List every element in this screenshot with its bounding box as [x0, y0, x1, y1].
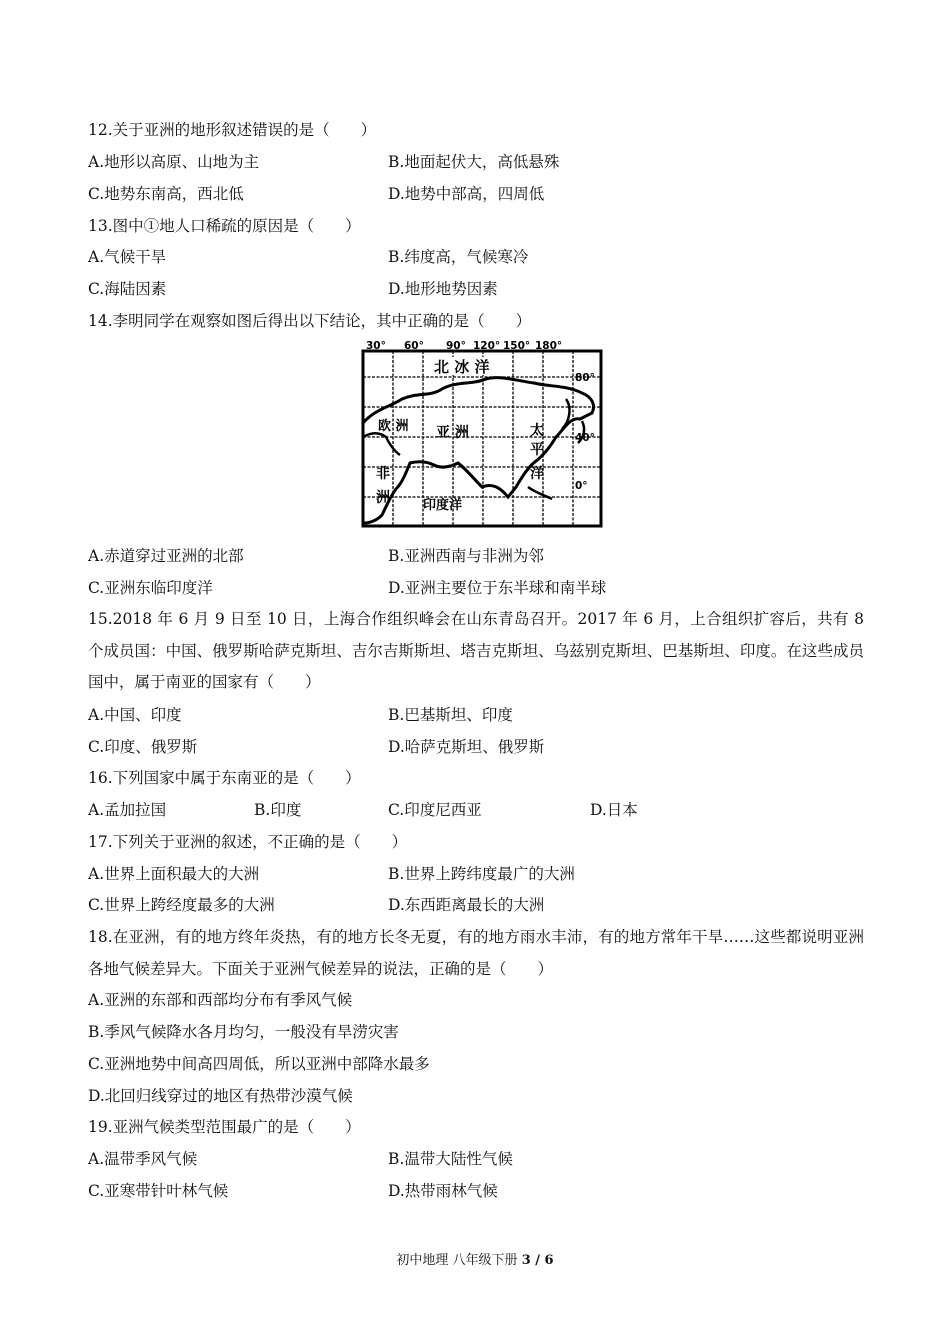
q16-option-a: A.孟加拉国: [88, 801, 167, 819]
q19-option-d: D.热带雨林气候: [388, 1182, 498, 1200]
eurasia-coastline: [363, 378, 594, 523]
q18-option-c: C.亚洲地势中间高四周低，所以亚洲中部降水最多: [88, 1055, 430, 1073]
lon-label-30: 30°: [366, 340, 386, 352]
lon-label-150: 150°: [503, 340, 531, 352]
q17-option-a: A.世界上面积最大的大洲: [88, 865, 260, 883]
q14-option-d: D.亚洲主要位于东半球和南半球: [388, 579, 607, 597]
lon-label-180: 180°: [535, 340, 563, 352]
q18-option-d: D.北回归线穿过的地区有热带沙漠气候: [88, 1087, 353, 1105]
page-footer: [0, 1249, 950, 1268]
q16-option-d: D.日本: [590, 801, 638, 819]
lon-label-90: 90°: [446, 340, 466, 352]
arctic-ocean-label: 北 冰 洋: [434, 358, 490, 376]
lat-label-80: 80°: [575, 372, 595, 384]
pacific-label-2: 平: [530, 442, 544, 458]
q15-option-c: C.印度、俄罗斯: [88, 738, 198, 756]
map-graticule: [363, 351, 601, 526]
q12-option-c: C.地势东南高，西北低: [88, 185, 244, 203]
q12-option-b: B.地面起伏大，高低悬殊: [388, 153, 560, 171]
asia-label: 亚 洲: [436, 425, 469, 441]
indian-ocean-label: 印度洋: [423, 498, 463, 513]
q12-stem: 12.关于亚洲的地形叙述错误的是（ ）: [88, 121, 377, 139]
footer-page-number: 3 / 6: [521, 1253, 554, 1268]
q17-option-b: B.世界上跨纬度最广的大洲: [388, 865, 575, 883]
q19-stem: 19.亚洲气候类型范围最广的是（ ）: [88, 1118, 361, 1136]
pacific-label-1: 太: [530, 423, 544, 439]
q13-option-a: A.气候干旱: [88, 248, 167, 266]
q15-option-a: A.中国、印度: [88, 706, 182, 724]
africa-label-2: 洲: [376, 490, 390, 506]
q14-stem: 14.李明同学在观察如图后得出以下结论，其中正确的是（ ）: [88, 312, 532, 330]
lat-label-40: 40°: [575, 432, 595, 444]
europe-label: 欧 洲: [378, 419, 409, 434]
q17-option-d: D.东西距离最长的大洲: [388, 896, 545, 914]
q16-option-b: B.印度: [254, 801, 302, 819]
q14-option-c: C.亚洲东临印度洋: [88, 579, 213, 597]
q18-option-b: B.季风气候降水各月均匀，一般没有旱涝灾害: [88, 1023, 399, 1041]
q17-stem: 17.下列关于亚洲的叙述，不正确的是（ ）: [88, 833, 408, 851]
q18-option-a: A.亚洲的东部和西部均分布有季风气候: [88, 991, 353, 1009]
asia-map-figure: [330, 337, 620, 533]
lon-label-120: 120°: [473, 340, 501, 352]
q19-option-b: B.温带大陆性气候: [388, 1150, 513, 1168]
q18-stem: 18.在亚洲，有的地方终年炎热，有的地方长冬无夏，有的地方雨水丰沛，有的地方常年干旱……这些都说明亚洲各地气候差异大。下面关于亚洲气候差异的说法，正确的是（ ）: [88, 928, 864, 978]
q13-option-b: B.纬度高，气候寒冷: [388, 248, 529, 266]
q14-option-b: B.亚洲西南与非洲为邻: [388, 547, 544, 565]
q13-option-c: C.海陆因素: [88, 280, 167, 298]
q12-option-d: D.地势中部高，四周低: [388, 185, 545, 203]
q13-option-d: D.地形地势因素: [388, 280, 498, 298]
q12-option-a: A.地形以高原、山地为主: [88, 153, 260, 171]
africa-label-1: 非: [376, 466, 390, 482]
q16-option-c: C.印度尼西亚: [388, 801, 482, 819]
lon-label-60: 60°: [404, 340, 424, 352]
q19-option-a: A.温带季风气候: [88, 1150, 198, 1168]
q15-stem: 15.2018 年 6 月 9 日至 10 日，上海合作组织峰会在山东青岛召开。2017 年 6 月，上合组织扩容后，共有 8 个成员国：中国、俄罗斯哈萨克斯坦、吉尔吉斯斯坦、塔吉克斯坦、乌兹别克斯坦、巴基斯坦、印度。在这些成员国中，属于南亚的国家有（ ）: [88, 610, 864, 691]
q13-stem: 13.图中①地人口稀疏的原因是（ ）: [88, 217, 361, 235]
q16-stem: 16.下列国家中属于东南亚的是（ ）: [88, 769, 361, 787]
q14-option-a: A.赤道穿过亚洲的北部: [88, 547, 244, 565]
q15-option-d: D.哈萨克斯坦、俄罗斯: [388, 738, 545, 756]
q19-option-c: C.亚寒带针叶林气候: [88, 1182, 229, 1200]
q15-option-b: B.巴基斯坦、印度: [388, 706, 513, 724]
lat-label-0: 0°: [575, 480, 588, 492]
pacific-label-3: 洋: [530, 466, 544, 482]
q17-option-c: C.世界上跨经度最多的大洲: [88, 896, 275, 914]
footer-course-label: 初中地理 八年级下册: [396, 1253, 522, 1268]
